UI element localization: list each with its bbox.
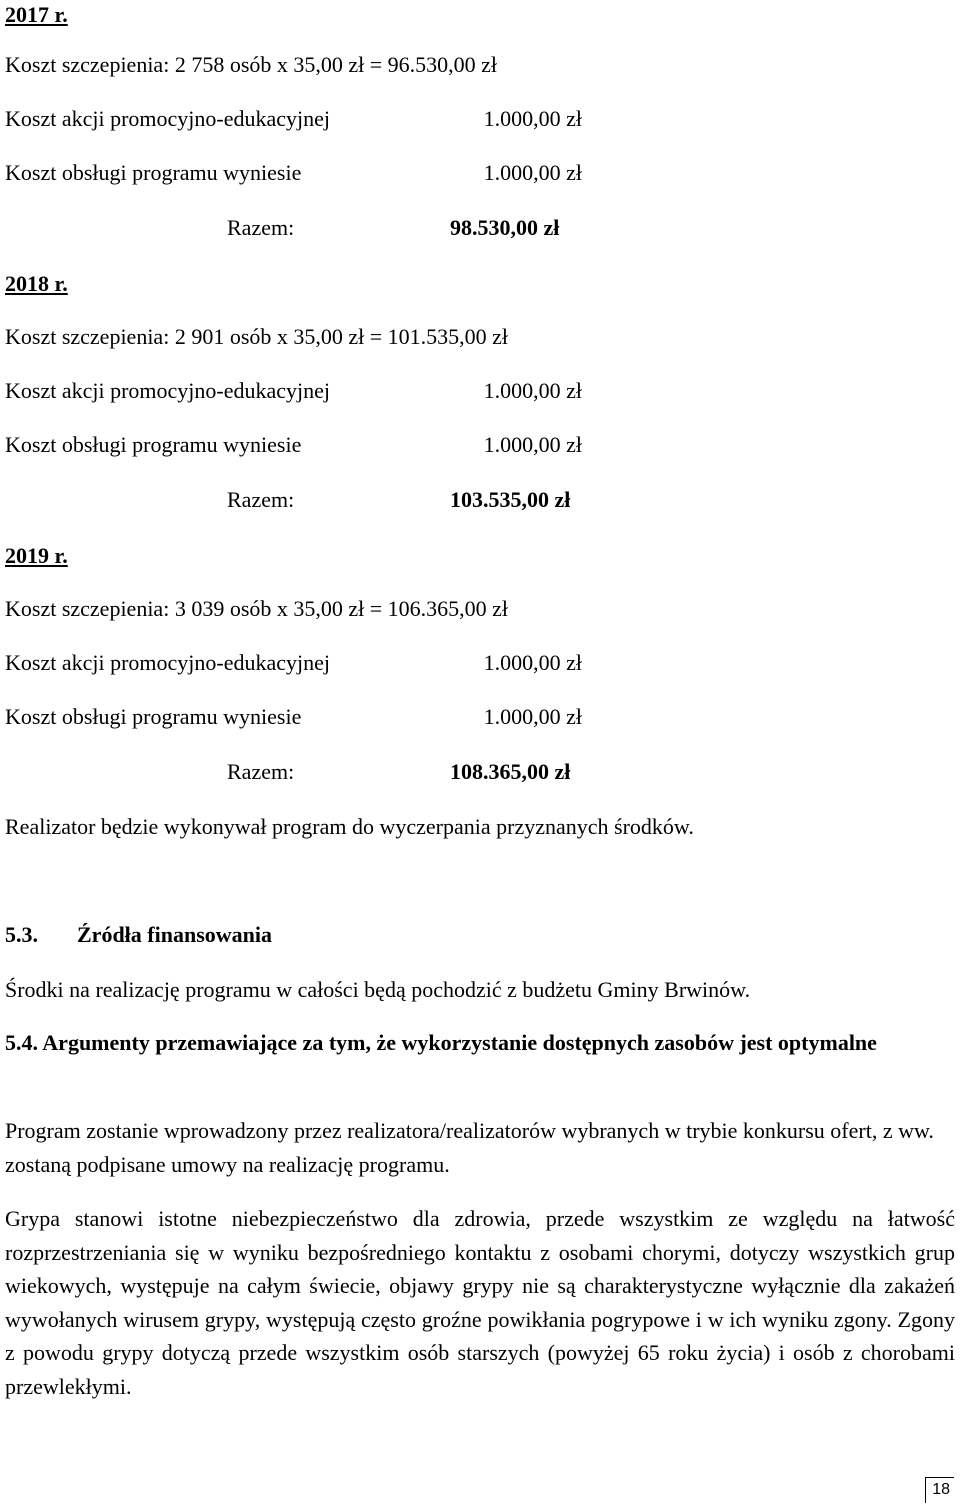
- section-text-5-4-paragraph-1: Program zostanie wprowadzony przez realizatora/realizatorów wybranych w trybie konkursu ofert, z ww. zostaną podpisane umowy na realizację programu.: [5, 1118, 934, 1177]
- section-number-5-4: 5.4.: [5, 1030, 38, 1055]
- promo-cost-amount-2019: 1.000,00 zł: [483, 650, 582, 675]
- section-title-5-4: Argumenty przemawiające za tym, że wykorzystanie dostępnych zasobów jest optymalne: [42, 1030, 877, 1055]
- vaccination-cost-line-2017: Koszt szczepienia: 2 758 osób x 35,00 zł = 96.530,00 zł: [5, 52, 498, 77]
- vaccination-cost-line-2018: Koszt szczepienia: 2 901 osób x 35,00 zł = 101.535,00 zł: [5, 324, 509, 349]
- service-cost-label-2019: Koszt obsługi programu wyniesie: [5, 704, 302, 729]
- year-heading-2019: 2019 r.: [5, 543, 68, 568]
- year-heading-2017: 2017 r.: [5, 2, 68, 27]
- promo-cost-label-2018: Koszt akcji promocyjno-edukacyjnej: [5, 378, 331, 403]
- total-label-2017: Razem:: [227, 215, 295, 240]
- section-text-5-4-paragraph-2: Grypa stanowi istotne niebezpieczeństwo dla zdrowia, przede wszystkim ze względu na łatwość rozprzestrzeniania się w wyniku bezpośredniego kontaktu z osobami chorymi, dotyczy wszystkich grup wiekowych, występuje na całym świecie, objawy grypy nie są charakterystyczne wyłącznie dla zakażeń wywołanych wirusem grypy, występują często groźne powikłania pogrypowe i w ich wyniku zgony. Zgony z powodu grypy dotyczą przede wszystkim osób starszych (powyżej 65 roku życia) i osób z chorobami przewlekłymi.: [5, 1206, 955, 1399]
- section-heading-5-3: [5, 922, 272, 948]
- total-label-2018: Razem:: [227, 487, 295, 512]
- total-amount-2019: 108.365,00 zł: [450, 759, 571, 784]
- promo-cost-amount-2017: 1.000,00 zł: [483, 106, 582, 131]
- total-amount-2018: 103.535,00 zł: [450, 487, 571, 512]
- total-amount-2017: 98.530,00 zł: [450, 215, 560, 240]
- section-number-5-3: 5.3.: [5, 922, 38, 947]
- year-heading-2018: 2018 r.: [5, 271, 68, 296]
- vaccination-cost-line-2019: Koszt szczepienia: 3 039 osób x 35,00 zł = 106.365,00 zł: [5, 596, 509, 621]
- service-cost-amount-2019: 1.000,00 zł: [483, 704, 582, 729]
- promo-cost-label-2019: Koszt akcji promocyjno-edukacyjnej: [5, 650, 331, 675]
- service-cost-label-2017: Koszt obsługi programu wyniesie: [5, 160, 302, 185]
- service-cost-amount-2017: 1.000,00 zł: [483, 160, 582, 185]
- total-label-2019: Razem:: [227, 759, 295, 784]
- promo-cost-label-2017: Koszt akcji promocyjno-edukacyjnej: [5, 106, 331, 131]
- section-title-5-3: Źródła finansowania: [77, 922, 272, 947]
- realizator-note: Realizator będzie wykonywał program do wyczerpania przyznanych środków.: [5, 814, 694, 839]
- section-heading-5-4: [5, 1026, 955, 1060]
- service-cost-amount-2018: 1.000,00 zł: [483, 432, 582, 457]
- service-cost-label-2018: Koszt obsługi programu wyniesie: [5, 432, 302, 457]
- page-number: 18: [925, 1477, 954, 1503]
- promo-cost-amount-2018: 1.000,00 zł: [483, 378, 582, 403]
- section-text-5-3: Środki na realizację programu w całości będą pochodzić z budżetu Gminy Brwinów.: [5, 977, 751, 1002]
